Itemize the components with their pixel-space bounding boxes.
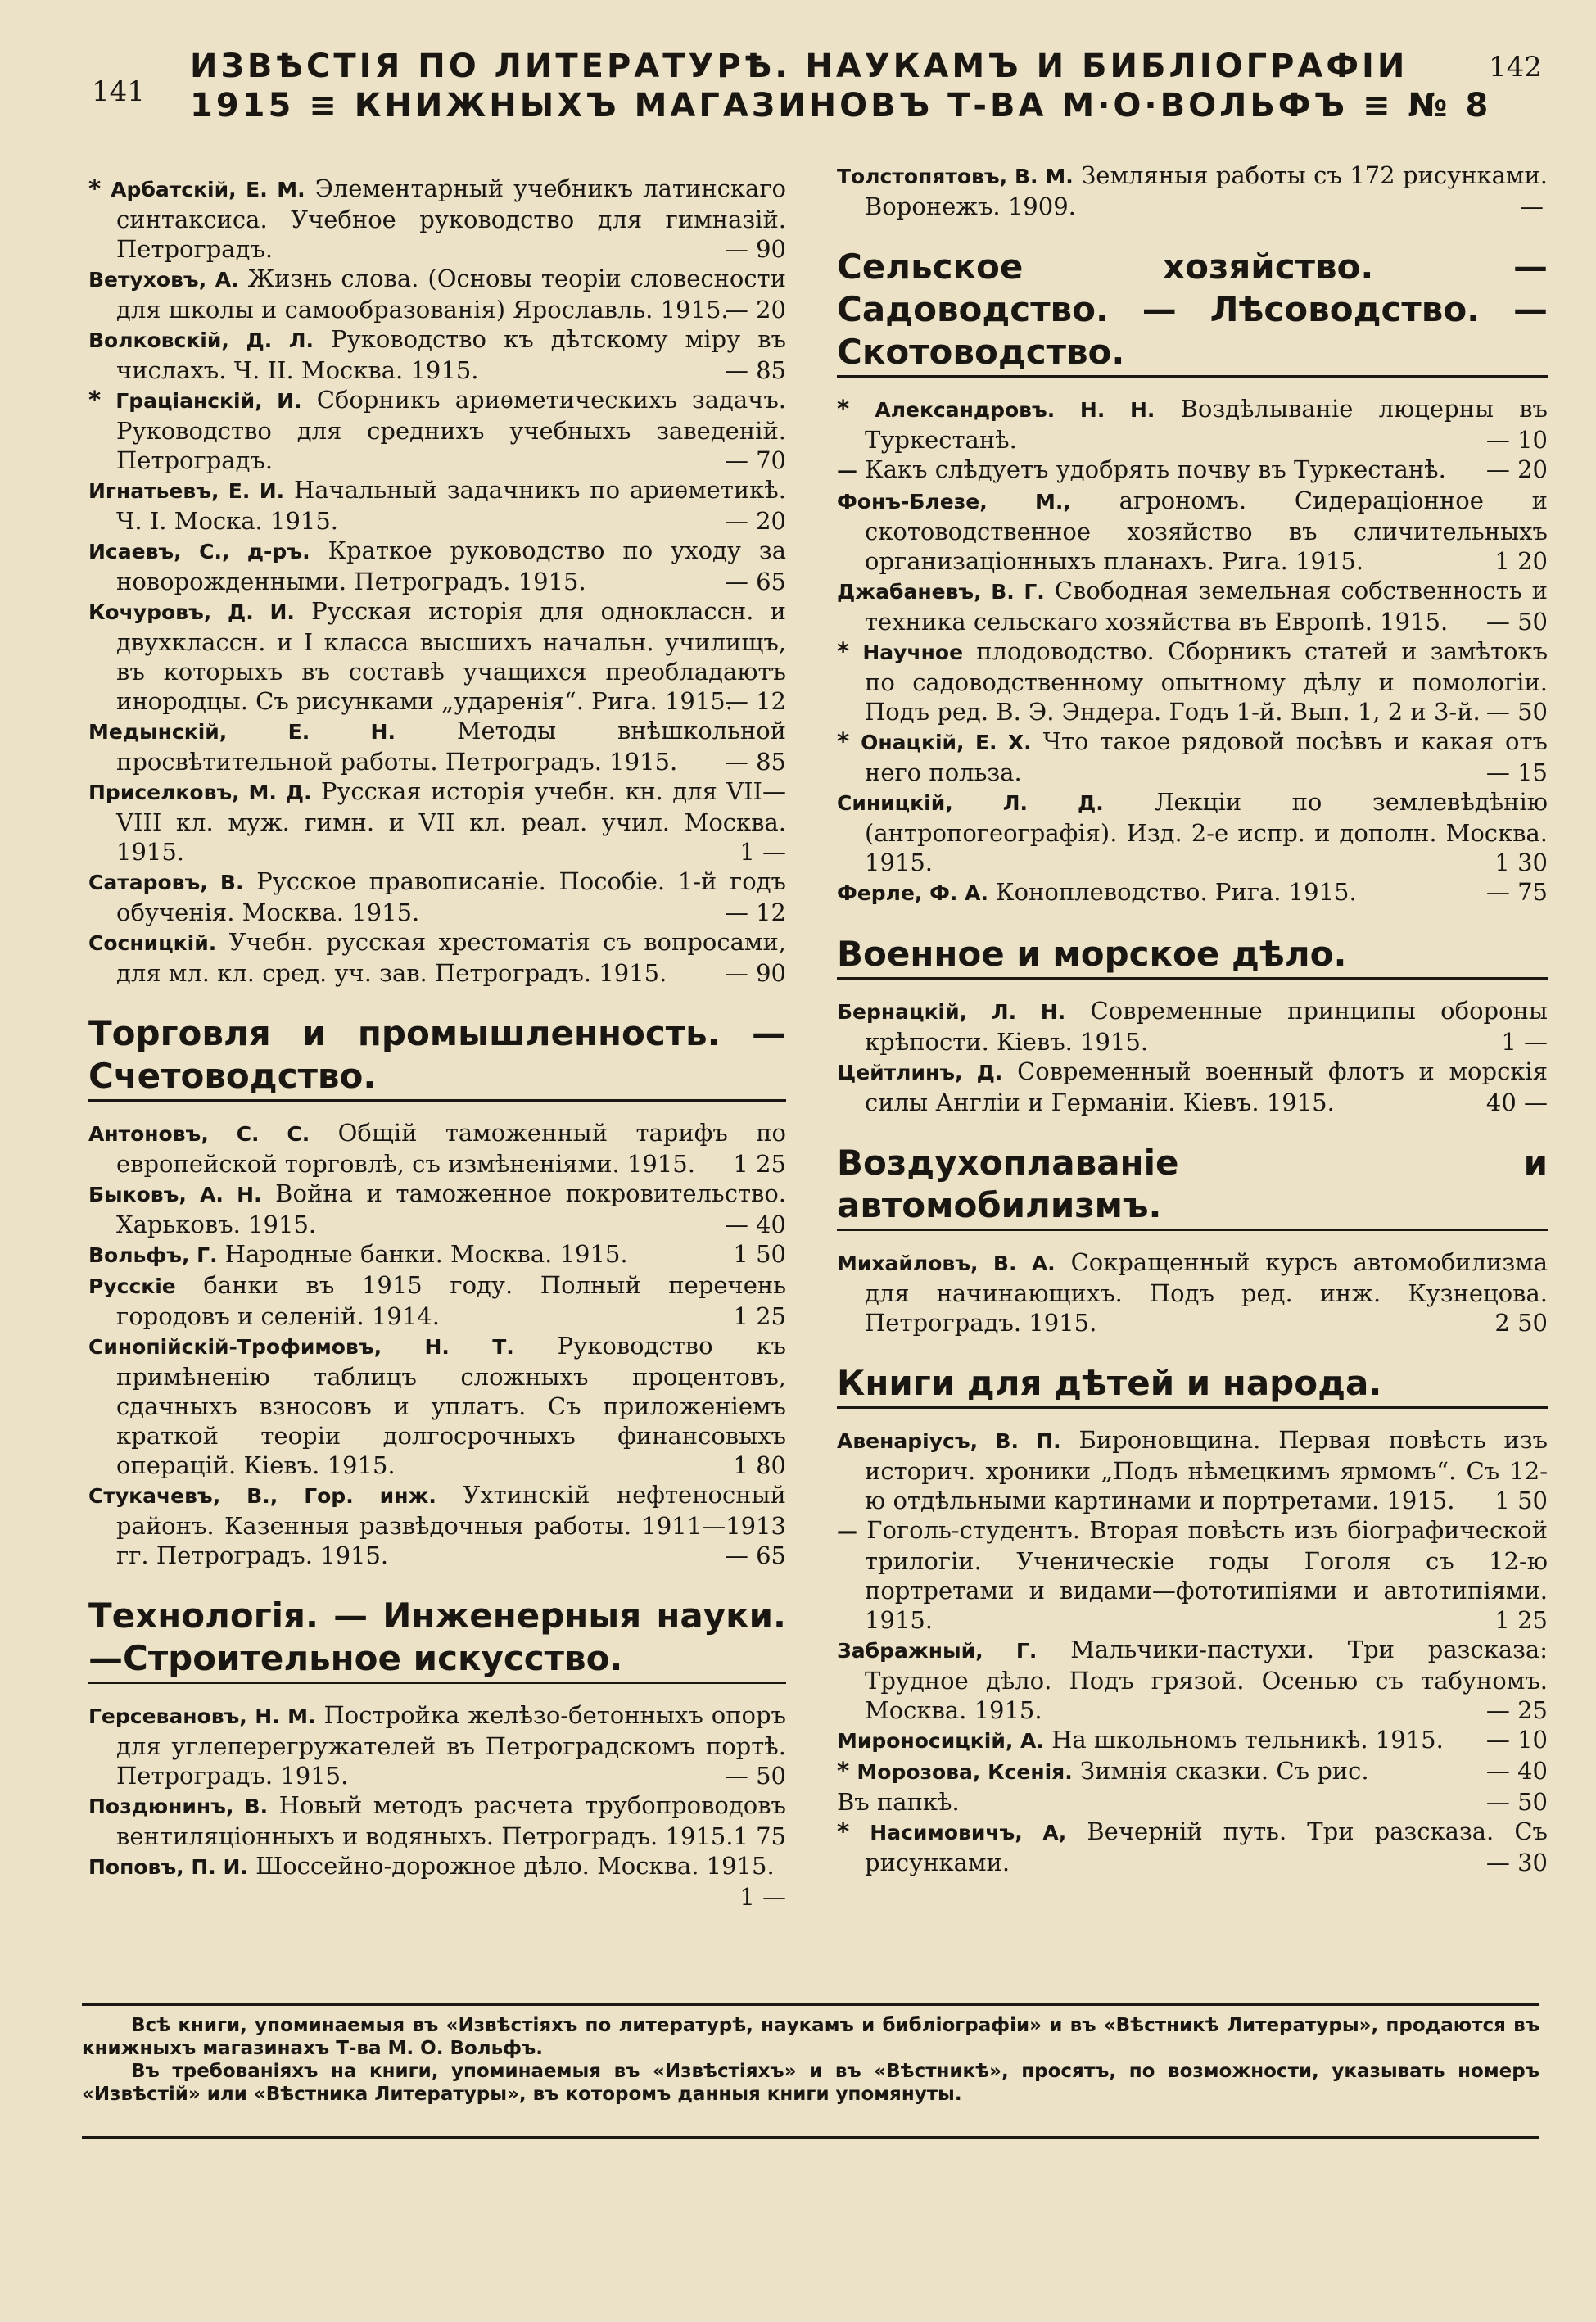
book-price: 1 50 [1494, 1487, 1548, 1514]
book-entry [88, 927, 786, 988]
book-author: Бернацкій, Л. Н. [837, 1000, 1066, 1024]
left-column [88, 174, 786, 1912]
book-title: Русская исторія учебн. кн. для VII—VIII кл. муж. гимн. и VII кл. реал. учил. Москва. 1915. [116, 777, 786, 866]
entry-list [88, 174, 786, 988]
book-price: — 70 [724, 446, 786, 474]
book-title: Коноплеводство. Рига. 1915. [996, 878, 1357, 906]
book-price: — 65 [724, 1541, 786, 1569]
star-mark: * [837, 727, 850, 755]
book-price: 1 50 [733, 1240, 786, 1268]
book-price: — 10 [1485, 1726, 1548, 1754]
header-title-line2: 1915 ≡ КНИЖНЫХЪ МАГАЗИНОВЪ Т-ВА М·О·ВОЛЬФЪ ≡ № 8 [190, 87, 1492, 124]
book-entry [837, 787, 1548, 877]
book-author: Онацкій, Е. Х. [861, 731, 1032, 754]
book-price: 1 75 [733, 1822, 786, 1850]
entry-list [88, 1700, 786, 1911]
book-entry [88, 596, 786, 716]
book-entry [88, 1790, 786, 1851]
star-mark: * [88, 386, 102, 414]
book-author: — [837, 459, 857, 482]
section-heading: Технологія. — Инженерныя науки.—Строительное искусство. [88, 1595, 786, 1684]
book-title: Мальчики-пастухи. Три разсказа: Трудное дѣло. Подъ грязой. Осенью съ табуномъ. Москва. 1915. [865, 1636, 1548, 1724]
book-title: Земляныя работы съ 172 рисунками. Воронежъ. 1909. [865, 161, 1549, 220]
book-price: — 65 [724, 568, 786, 595]
book-entry [837, 1635, 1548, 1725]
entry-list [837, 996, 1548, 1117]
book-author: Медынскій, Е. Н. [88, 720, 396, 744]
book-entry [837, 394, 1548, 455]
book-title: Методы внѣшкольной просвѣтительной работы. Петроградъ. 1915. [116, 717, 786, 776]
book-title: Русское правописаніе. Пособіе. 1-й годъ обученія. Москва. 1915. [116, 867, 786, 926]
book-title: Въ папкѣ. [837, 1788, 960, 1816]
star-mark: * [88, 174, 102, 202]
book-entry [88, 536, 786, 596]
book-entry [88, 1851, 786, 1911]
footer-paragraph: Въ требованіяхъ на книги, упоминаемыя въ «Извѣстіяхъ» и въ «Вѣстникѣ», просятъ, по возможности, указывать номеръ «Извѣстій» или «Вѣстника Литературы», въ которомъ данныя книги упомянуты. [82, 2061, 1539, 2105]
book-author: Насимовичъ, А, [870, 1821, 1067, 1844]
book-price: 1 25 [1494, 1606, 1548, 1634]
book-title: Сокращенный курсъ автомобилизма для начинающихъ. Подъ ред. инж. Кузнецова. Петроградъ. 1915. [865, 1248, 1548, 1337]
right-column [837, 161, 1548, 1877]
book-entry [88, 1118, 786, 1179]
section-heading: Торговля и промышленность. — Счетоводство. [88, 1012, 786, 1102]
book-price: — 90 [724, 959, 786, 987]
footer-note [82, 2003, 1539, 2106]
book-title: Сборникъ ариѳметическихъ задачъ. Руководство для среднихъ учебныхъ заведеній. Петроградъ. [116, 386, 787, 474]
book-entry [837, 1515, 1548, 1635]
book-entry [88, 1239, 786, 1270]
star-mark: * [837, 395, 850, 423]
entry-list [837, 394, 1548, 908]
footer-rule [82, 2136, 1539, 2139]
book-entry [837, 1425, 1548, 1515]
star-mark: * [837, 637, 850, 665]
book-author: Синопійскій-Трофимовъ, Н. Т. [88, 1335, 514, 1359]
book-entry [837, 455, 1548, 486]
book-entry [88, 174, 786, 264]
book-entry [88, 385, 786, 475]
book-title: Вечерній путь. Три разсказа. Съ рисунками. [865, 1817, 1549, 1876]
book-price: — 40 [1485, 1757, 1548, 1785]
book-author: Русскіе [88, 1274, 176, 1298]
book-entry [88, 867, 786, 927]
book-entry [88, 1179, 786, 1239]
book-author: Ветуховъ, А. [88, 268, 239, 292]
book-price: — 85 [724, 356, 786, 384]
book-price: — 12 [724, 898, 786, 926]
book-title: Учебн. русская хрестоматія съ вопросами, для мл. кл. сред. уч. зав. Петроградъ. 1915. [116, 928, 787, 987]
book-title: Шоссейно-дорожное дѣло. Москва. 1915. [255, 1852, 775, 1880]
book-author: Ферле, Ф. А. [837, 881, 988, 905]
book-entry [837, 726, 1548, 787]
book-entry: Толстопятовъ, В. М. Земляныя работы съ 172 рисунками. Воронежъ. 1909. — [837, 161, 1549, 220]
book-title: Русская исторія для одноклассн. и двухклассн. и I класса высшихъ начальн. училищъ, въ которыхъ въ составѣ учащихся преобладаютъ инородцы. Съ рисунками „ударенія“. Рига. 1915. [116, 597, 786, 715]
book-title: Свободная земельная собственность и техника сельскаго хозяйства въ Европѣ. 1915. [865, 577, 1549, 636]
book-title: банки въ 1915 году. Полный перечень городовъ и селеній. 1914. [116, 1271, 786, 1330]
book-author: Герсевановъ, Н. М. [88, 1704, 316, 1728]
book-author: Антоновъ, С. С. [88, 1122, 310, 1146]
book-title: На школьномъ тельникѣ. 1915. [1051, 1726, 1444, 1754]
book-title: Начальный задачникъ по ариѳметикѣ. Ч. I. Моска. 1915. [116, 476, 787, 535]
book-price: 40 — [1485, 1089, 1548, 1116]
book-author: Исаевъ, С., д-ръ. [88, 540, 310, 564]
book-entry [837, 486, 1548, 576]
book-author: Игнатьевъ, Е. И. [88, 479, 285, 503]
book-price: 1 20 [1494, 547, 1548, 575]
book-price: 1 — [1501, 1028, 1548, 1056]
book-author: — [837, 1519, 857, 1543]
book-price: 1 — [739, 1883, 786, 1911]
book-price: — 40 [724, 1211, 786, 1238]
book-title: Новый методъ расчета трубопроводовъ вентиляціонныхъ и водяныхъ. Петроградъ. 1915. [116, 1791, 786, 1850]
book-entry [837, 576, 1548, 636]
book-author: Граціанскій, И. [115, 389, 302, 413]
book-entry [837, 1817, 1548, 1877]
book-author: Вольфъ, Г. [88, 1243, 218, 1267]
book-author: Морозова, Ксенія. [857, 1760, 1073, 1784]
book-title: Война и таможенное покровительство. Харьковъ. 1915. [116, 1179, 786, 1238]
book-entry [837, 636, 1548, 726]
book-author: Синицкій, Л. Д. [837, 791, 1104, 815]
book-entry [88, 776, 786, 867]
book-author: Фонъ-Блезе, М., [837, 490, 1071, 514]
book-price: 1 25 [733, 1150, 786, 1178]
entry-list [837, 161, 1548, 221]
entry-list [88, 1118, 786, 1570]
book-entry [88, 1331, 786, 1480]
book-entry [837, 1247, 1548, 1338]
book-title: Элементарный учебникъ латинскаго синтаксиса. Учебное руководство для гимназій. Петроградъ. [116, 174, 786, 263]
book-author: Александровъ. Н. Н. [875, 398, 1155, 422]
book-price: — 90 [724, 235, 786, 263]
book-entry [88, 716, 786, 776]
book-price: — 50 [1485, 608, 1548, 636]
book-price: — 10 [1485, 426, 1548, 454]
book-price: — 15 [1485, 758, 1548, 786]
book-price: 1 25 [733, 1302, 786, 1330]
book-author: Арбатскій, Е. М. [111, 178, 305, 201]
book-author: Авенаріусъ, В. П. [837, 1429, 1061, 1453]
book-author: Научное [862, 640, 964, 664]
book-title: Современный военный флотъ и морскія силы Англіи и Германіи. Кіевъ. 1915. [865, 1057, 1549, 1116]
entry-list [837, 1247, 1548, 1338]
footer-paragraph: Всѣ книги, упоминаемыя въ «Извѣстіяхъ по литературѣ, наукамъ и библіографіи» и въ «Вѣстникѣ Литературы», продаются въ книжныхъ магазинахъ Т-ва М. О. Вольфъ. [82, 2015, 1539, 2059]
book-title: Гоголь-студентъ. Вторая повѣсть изъ біографической трилогіи. Ученическіе годы Гоголя съ 12-ю портретами и видами—фототипіями и автотипіями. 1915. [865, 1516, 1549, 1634]
book-title: агрономъ. Сидераціонное и скотоводственное хозяйство въ сличительныхъ организаціонныхъ планахъ. Рига. 1915. [865, 487, 1549, 575]
book-author: Стукачевъ, В., Гор. инж. [88, 1484, 436, 1508]
book-author: Быковъ, А. Н. [88, 1183, 262, 1206]
book-title: плодоводство. Сборникъ статей и замѣтокъ по садоводственному опытному дѣлу и помологіи. Подъ ред. В. Э. Эндера. Годъ 1-й. Вып. 1, 2 и 3-й. [865, 637, 1549, 726]
book-entry [88, 1270, 786, 1331]
book-entry [88, 1480, 786, 1570]
book-entry [837, 1787, 1548, 1817]
book-price: 1 80 [733, 1451, 786, 1479]
book-author: Михайловъ, В. А. [837, 1252, 1056, 1275]
book-author: Приселковъ, М. Д. [88, 781, 312, 804]
book-title: Краткое руководство по уходу за новорожденными. Петроградъ. 1915. [116, 536, 786, 595]
page-number-left: 141 [92, 75, 145, 108]
book-author: Цейтлинъ, Д. [837, 1061, 1003, 1084]
header-title-line1: ИЗВѢСТІЯ ПО ЛИТЕРАТУРѢ. НАУКАМЪ И БИБЛІОГРАФІИ [190, 48, 1408, 85]
star-mark: * [837, 1757, 850, 1785]
book-title: Воздѣлываніе люцерны въ Туркестанѣ. [865, 395, 1548, 454]
book-price: — 50 [1485, 1788, 1548, 1816]
book-price: — 50 [724, 1762, 786, 1790]
book-price: 1 — [739, 838, 786, 866]
book-author: Забражный, Г. [837, 1639, 1038, 1663]
book-price: 1 30 [1494, 849, 1548, 876]
book-price: — 20 [724, 296, 786, 324]
section-heading: Книги для дѣтей и народа. [837, 1362, 1548, 1409]
book-price: — 30 [1485, 1849, 1548, 1876]
section-heading: Сельское хозяйство. — Садоводство. — Лѣсоводство. — Скотоводство. [837, 246, 1548, 378]
page-number-right: 142 [1489, 51, 1542, 84]
book-title: Жизнь слова. (Основы теоріи словесности для школы и самообразованія) Ярославль. 1915. [116, 265, 786, 324]
book-entry [88, 1700, 786, 1790]
book-title: Общій таможенный тарифъ по европейской торговлѣ, съ измѣненіями. 1915. [116, 1119, 787, 1178]
book-author: Поздюнинъ, В. [88, 1795, 269, 1818]
book-entry [88, 475, 786, 536]
book-entry [837, 1725, 1548, 1756]
book-author: Мироносицкій, А. [837, 1729, 1044, 1753]
book-title: Ухтинскій нефтеносный районъ. Казенныя развѣдочныя работы. 1911—1913 гг. Петроградъ. 1915. [116, 1481, 786, 1569]
book-price: — 25 [1485, 1696, 1548, 1724]
book-title: Постройка желѣзо-бетонныхъ опоръ для углеперегружателей въ Петроградскомъ портѣ. Петроградъ. 1915. [116, 1701, 786, 1790]
section-heading: Военное и морское дѣло. [837, 933, 1548, 980]
book-entry [837, 877, 1548, 908]
book-title: Руководство къ дѣтскому міру въ числахъ. Ч. II. Москва. 1915. [116, 325, 786, 384]
book-entry [88, 264, 786, 324]
book-entry [88, 324, 786, 385]
entry-list [837, 1425, 1548, 1877]
section-heading: Воздухоплаваніе и автомобилизмъ. [837, 1142, 1548, 1231]
book-author: Волковскій, Д. Л. [88, 328, 314, 352]
book-price: — 12 [724, 687, 786, 715]
book-price: — 50 [1485, 698, 1548, 726]
star-mark: * [837, 1817, 850, 1845]
book-title: Руководство къ примѣненію таблицъ сложныхъ процентовъ, сдачныхъ взносовъ и уплатъ. Съ приложеніемъ краткой теоріи долгосрочныхъ финансовыхъ операцій. Кіевъ. 1915. [116, 1332, 786, 1479]
book-author: Толстопятовъ, В. М. [837, 165, 1074, 188]
book-price: 2 50 [1494, 1309, 1548, 1337]
book-title: Современные принципы обороны крѣпости. Кіевъ. 1915. [865, 997, 1548, 1056]
book-title: Что такое рядовой посѣвъ и какая отъ него польза. [865, 727, 1548, 786]
book-entry [837, 996, 1548, 1057]
book-title: Какъ слѣдуетъ удобрять почву въ Туркестанѣ. [865, 455, 1446, 483]
book-entry [837, 1057, 1548, 1117]
book-author: Поповъ, П. И. [88, 1855, 248, 1879]
book-title: Народные банки. Москва. 1915. [224, 1240, 628, 1268]
book-title: Лекціи по землевѣдѣнію (антропогеографія). Изд. 2-е испр. и дополн. Москва. 1915. [865, 788, 1549, 876]
book-title: Зимнія сказки. Съ рис. [1079, 1757, 1369, 1785]
book-author: Кочуровъ, Д. И. [88, 600, 295, 624]
book-price: — 75 [1485, 878, 1548, 906]
book-entry [837, 1756, 1548, 1787]
book-title: Бироновщина. Первая повѣсть изъ историч. хроники „Подъ нѣмецкимъ ярмомъ“. Съ 12-ю отдѣльными картинами и портретами. 1915. [865, 1426, 1549, 1514]
book-price: — 85 [724, 748, 786, 776]
book-price: — 20 [724, 507, 786, 535]
book-price: — 20 [1485, 455, 1548, 483]
book-author: Джабаневъ, В. Г. [837, 580, 1045, 604]
book-author: Сосницкій. [88, 931, 217, 955]
book-author: Сатаровъ, В. [88, 871, 244, 894]
